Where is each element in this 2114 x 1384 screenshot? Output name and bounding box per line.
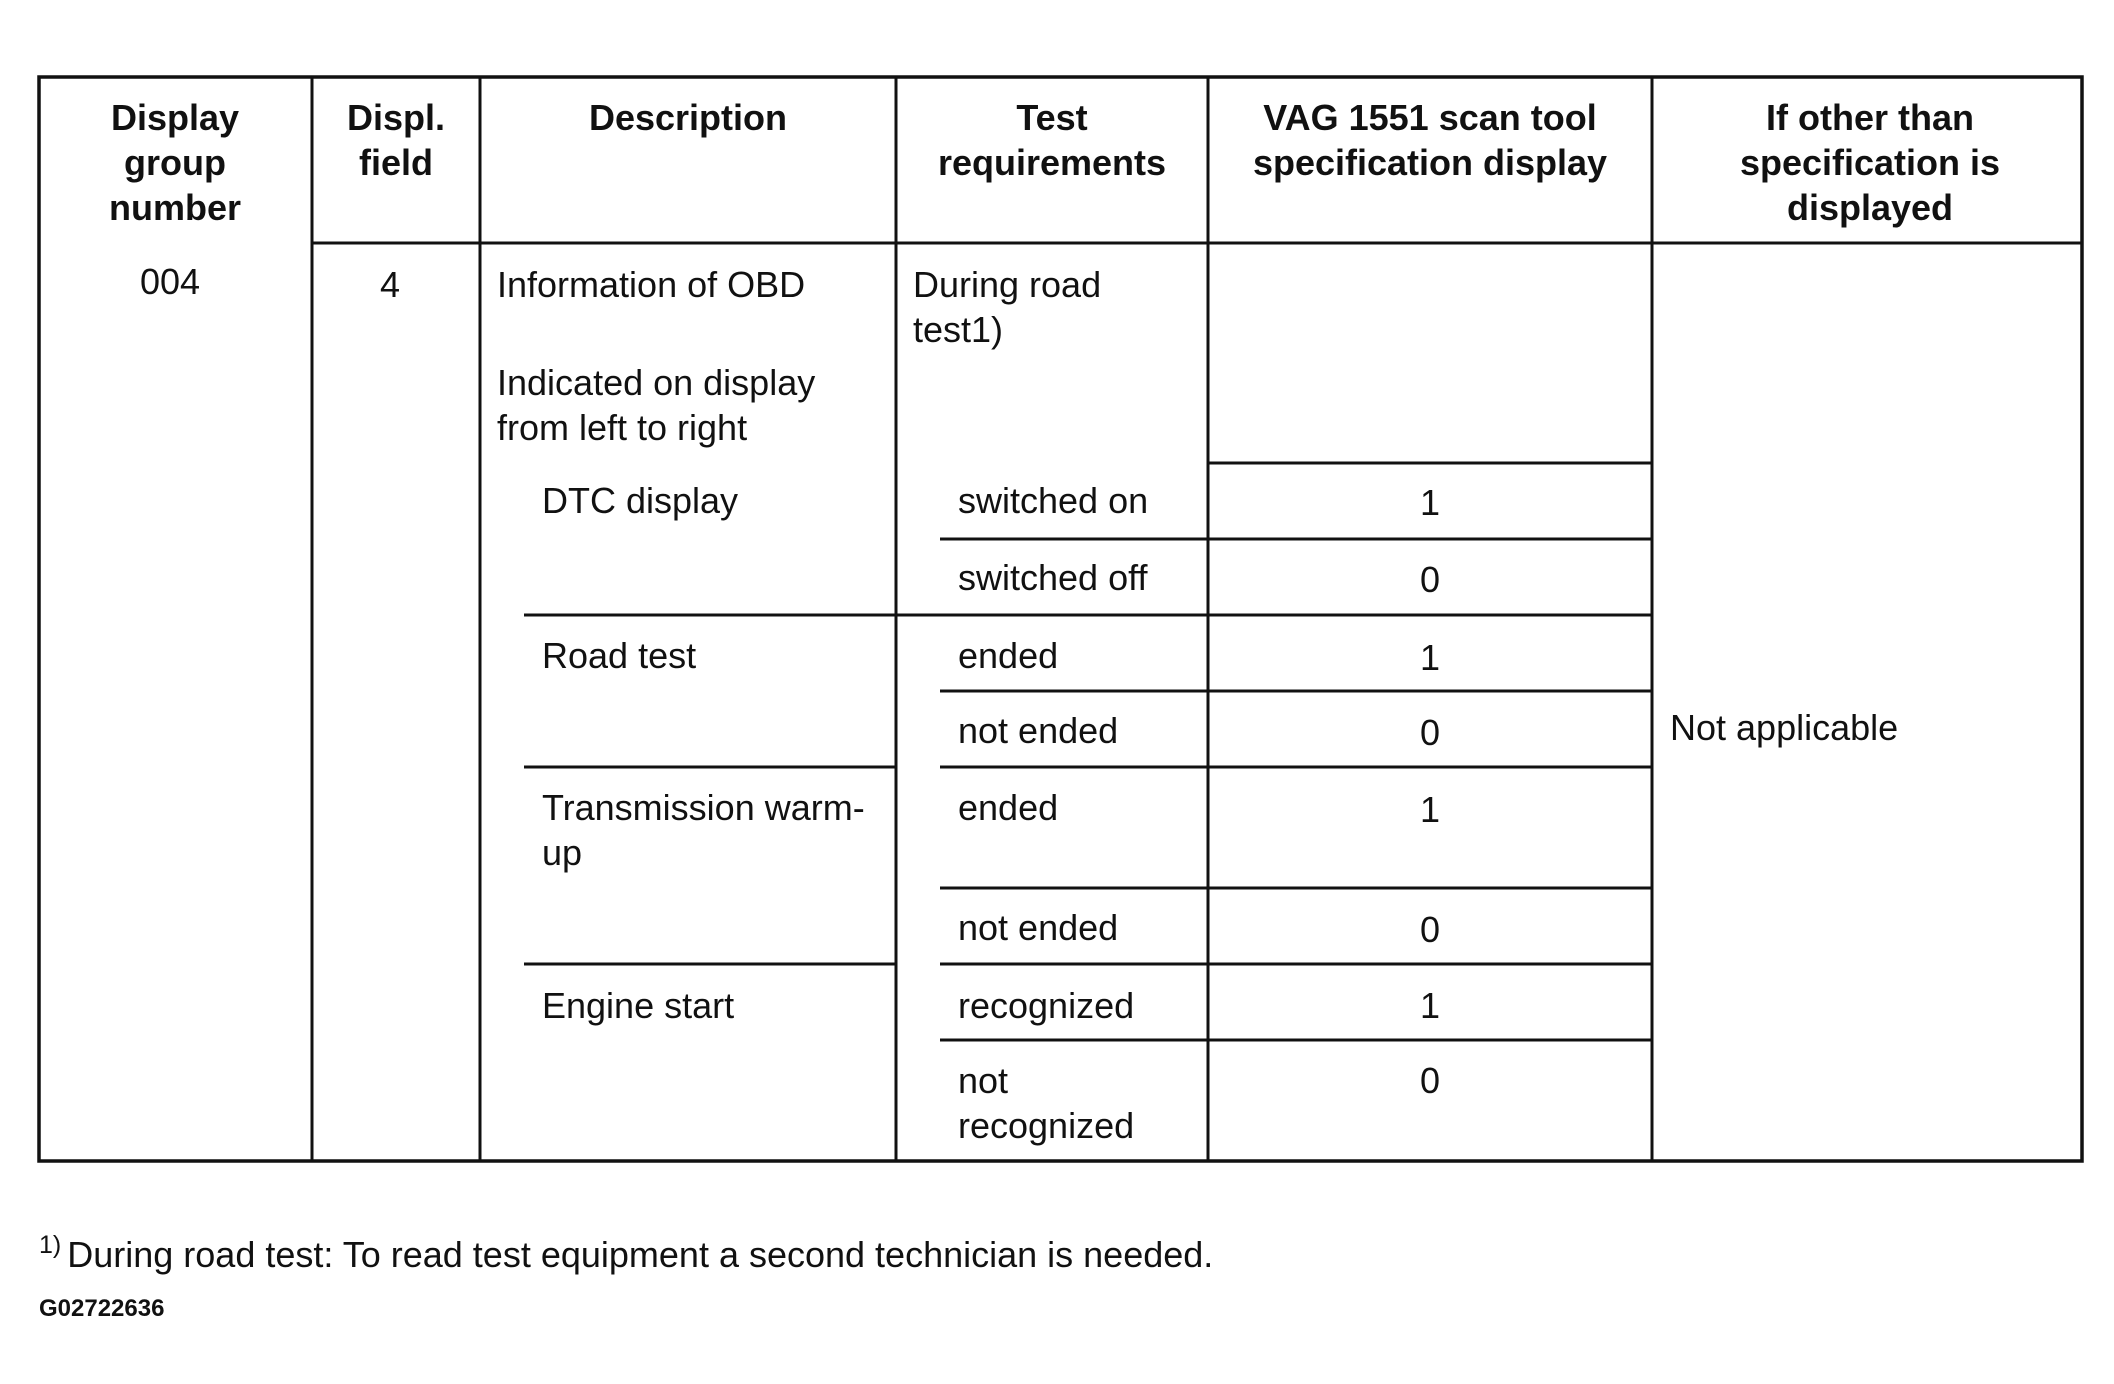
description-sub: Indicated on display from left to right [497,362,816,448]
spec-value-trans-not-ended: 0 [1419,909,1441,950]
requirement-road-not-ended: not ended [958,710,1119,751]
test-requirement-main: During road test1) [913,264,1102,350]
description-engine-start: Engine start [542,985,735,1026]
header-displ-field: Displ. field [346,97,445,183]
description-dtc-display: DTC display [542,480,739,521]
description-main: Information of OBD [497,264,806,305]
header-display-group-number: Display group number [108,97,241,228]
spec-value-trans-ended: 1 [1419,789,1441,830]
header-vag-spec-display: VAG 1551 scan tool specification display [1252,97,1608,183]
requirement-trans-ended: ended [958,787,1059,828]
header-if-other: If other than specification is displayed [1739,97,2001,228]
requirement-switched-on: switched on [958,480,1149,521]
spec-value-not-recognized: 0 [1419,1060,1441,1101]
header-description: Description [588,97,788,138]
requirement-road-ended: ended [958,635,1059,676]
spec-value-dtc-off: 0 [1419,559,1441,600]
spec-value-recognized: 1 [1419,985,1441,1026]
footnote-text: During road test: To read test equipment a second technician is needed. [67,1234,1214,1275]
figure-code: G02722636 [39,1295,165,1322]
spec-value-road-ended: 1 [1419,637,1441,678]
requirement-recognized: recognized [958,985,1135,1026]
display-field-number: 4 [379,264,401,305]
spec-value-dtc-on: 1 [1419,482,1441,523]
description-transmission-warm-up: Transmission warm-up [542,787,865,873]
display-group-number: 004 [139,261,201,302]
footnote-marker: 1) [39,1231,62,1259]
header-test-requirements: Test requirements [937,97,1167,183]
if-other-value: Not applicable [1670,707,1899,748]
spec-value-road-not-ended: 0 [1419,712,1441,753]
requirement-not-recognized: not recognized [958,1060,1135,1146]
requirement-switched-off: switched off [958,557,1148,598]
footnote [39,1223,1213,1277]
description-road-test: Road test [542,635,697,676]
requirement-trans-not-ended: not ended [958,907,1119,948]
